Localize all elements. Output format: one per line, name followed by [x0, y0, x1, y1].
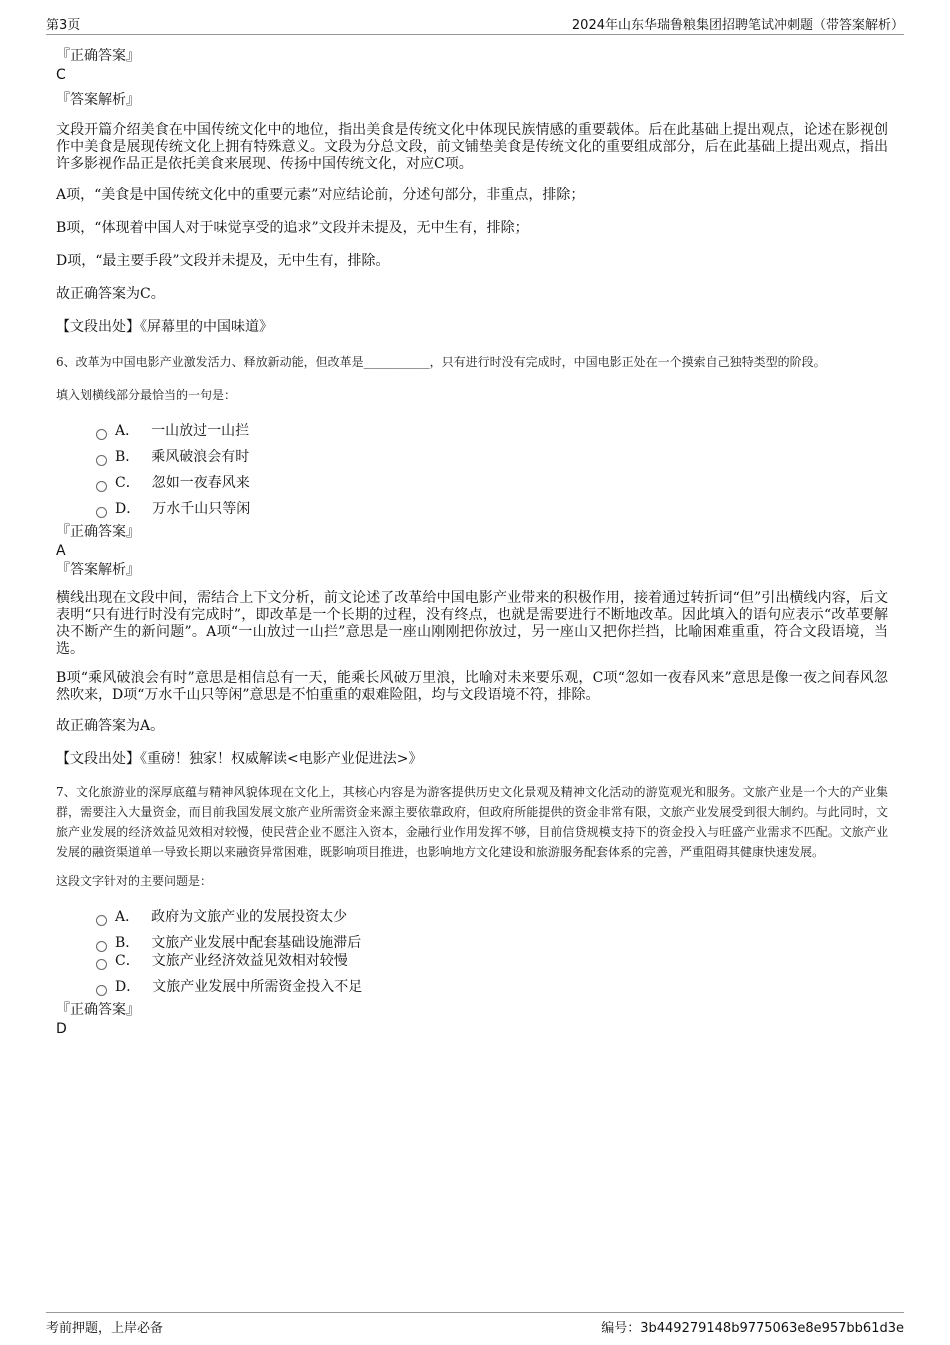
option-d[interactable]: D． 文旅产业发展中所需资金投入不足: [96, 974, 888, 1000]
question-6-options: [96, 418, 888, 522]
radio-icon[interactable]: [96, 507, 107, 518]
option-c[interactable]: C． 文旅产业经济效益见效相对较慢: [96, 952, 888, 970]
option-b[interactable]: B． 文旅产业发展中配套基础设施滞后: [96, 934, 888, 952]
option-c[interactable]: C． 忽如一夜春风来: [96, 470, 888, 496]
radio-icon[interactable]: [96, 429, 107, 440]
page-footer: [46, 1312, 904, 1335]
analysis-paragraph: D项，“最主要手段”文段并未提及，无中生有，排除。: [56, 253, 390, 269]
analysis-label: 『答案解析』: [56, 92, 140, 108]
correct-answer-value: D: [56, 1021, 67, 1037]
source-citation: 【文段出处】《重磅！独家！权威解读<电影产业促进法>》: [56, 751, 423, 767]
radio-icon[interactable]: [96, 959, 107, 970]
analysis-paragraph: 文段开篇介绍美食在中国传统文化中的地位，指出美食是传统文化中体现民族情感的重要载体。后在此基础上提出观点，论述在影视创作中美食是展现传统文化上拥有特殊意义。文段为分总文段，前文铺垫美食是传统文化的重要组成部分，后在此基础上提出观点，指出许多影视作品正是依托美食来展现、传扬中国传统文化，对应C项。: [56, 122, 888, 172]
radio-icon[interactable]: [96, 941, 107, 952]
correct-answer-label: 『正确答案』: [56, 524, 140, 540]
correct-answer-value: A: [56, 543, 66, 559]
analysis-paragraph: B项“乘风破浪会有时”意思是相信总有一天，能乘长风破万里浪，比喻对未来要乐观，C项“忽如一夜春风来”意思是像一夜之间春风忽然吹来，D项“万水千山只等闲”意思是不怕重重的艰难险阻，均与文段语境不符，排除。: [56, 670, 888, 703]
analysis-paragraph: B项，“体现着中国人对于味觉享受的追求”文段并未提及，无中生有，排除；: [56, 220, 529, 236]
analysis-paragraph: 故正确答案为A。: [56, 718, 165, 734]
radio-icon[interactable]: [96, 985, 107, 996]
question-7-prompt: 这段文字针对的主要问题是：: [56, 874, 213, 888]
footer-slogan: 考前押题，上岸必备: [46, 1321, 164, 1336]
question-6-text: 6、改革为中国电影产业激发活力、释放新动能，但改革是___________，只有进行时没有完成时，中国电影正处在一个摸索自己独特类型的阶段。: [56, 355, 826, 369]
analysis-paragraph: A项，“美食是中国传统文化中的重要元素”对应结论前，分述句部分，非重点，排除；: [56, 187, 585, 203]
question-7-options: [96, 904, 888, 1000]
document-title: 2024年山东华瑞鲁粮集团招聘笔试冲刺题（带答案解析）: [571, 18, 904, 33]
analysis-paragraph: 横线出现在文段中间，需结合上下文分析，前文论述了改革给中国电影产业带来的积极作用，接着通过转折词“但”引出横线内容，后文表明“只有进行时没有完成时”，即改革是一个长期的过程，没有终点，也就是需要进行不断地改革。因此填入的语句应表示“改革要解决不断产生的新问题”。A项“一山放过一山拦”意思是一座山刚刚把你放过，另一座山又把你拦挡，比喻困难重重，符合文段语境，当选。: [56, 590, 888, 657]
correct-answer-value: C: [56, 67, 66, 83]
correct-answer-label: 『正确答案』: [56, 48, 140, 64]
option-b[interactable]: B． 乘风破浪会有时: [96, 444, 888, 470]
correct-answer-label: 『正确答案』: [56, 1002, 140, 1018]
option-a[interactable]: A． 一山放过一山拦: [96, 418, 888, 444]
document-id: 编号：3b449279148b9775063e8e957bb61d3e: [601, 1321, 904, 1336]
page-number: 第3页: [46, 18, 81, 33]
radio-icon[interactable]: [96, 455, 107, 466]
analysis-paragraph: 故正确答案为C。: [56, 286, 165, 302]
question-7-text: 7、文化旅游业的深厚底蕴与精神风貌体现在文化上，其核心内容是为游客提供历史文化景观及精神文化活动的游览观光和服务。文旅产业是一个大的产业集群，需要注入大量资金，而目前我国发展文旅产业所需资金来源主要依靠政府，但政府所能提供的资金非常有限，文旅产业发展受到很大制约。与此同时，文旅产业发展的经济效益见效相对较慢，使民营企业不愿注入资本，金融行业作用发挥不够，目前信贷规模支持下的资金投入与旺盛产业需求不匹配。文旅产业发展的融资渠道单一导致长期以来融资异常困难，既影响项目推进，也影响地方文化建设和旅游服务配套体系的完善，严重阻碍其健康快速发展。: [56, 785, 888, 859]
radio-icon[interactable]: [96, 915, 107, 926]
main-content: [56, 46, 888, 1038]
source-citation: 【文段出处】《屏幕里的中国味道》: [56, 319, 273, 335]
question-6-prompt: 填入划横线部分最恰当的一句是：: [56, 388, 237, 402]
option-a[interactable]: A． 政府为文旅产业的发展投资太少: [96, 904, 888, 930]
option-d[interactable]: D． 万水千山只等闲: [96, 496, 888, 522]
analysis-label: 『答案解析』: [56, 562, 140, 578]
radio-icon[interactable]: [96, 481, 107, 492]
page-header: [46, 14, 904, 35]
